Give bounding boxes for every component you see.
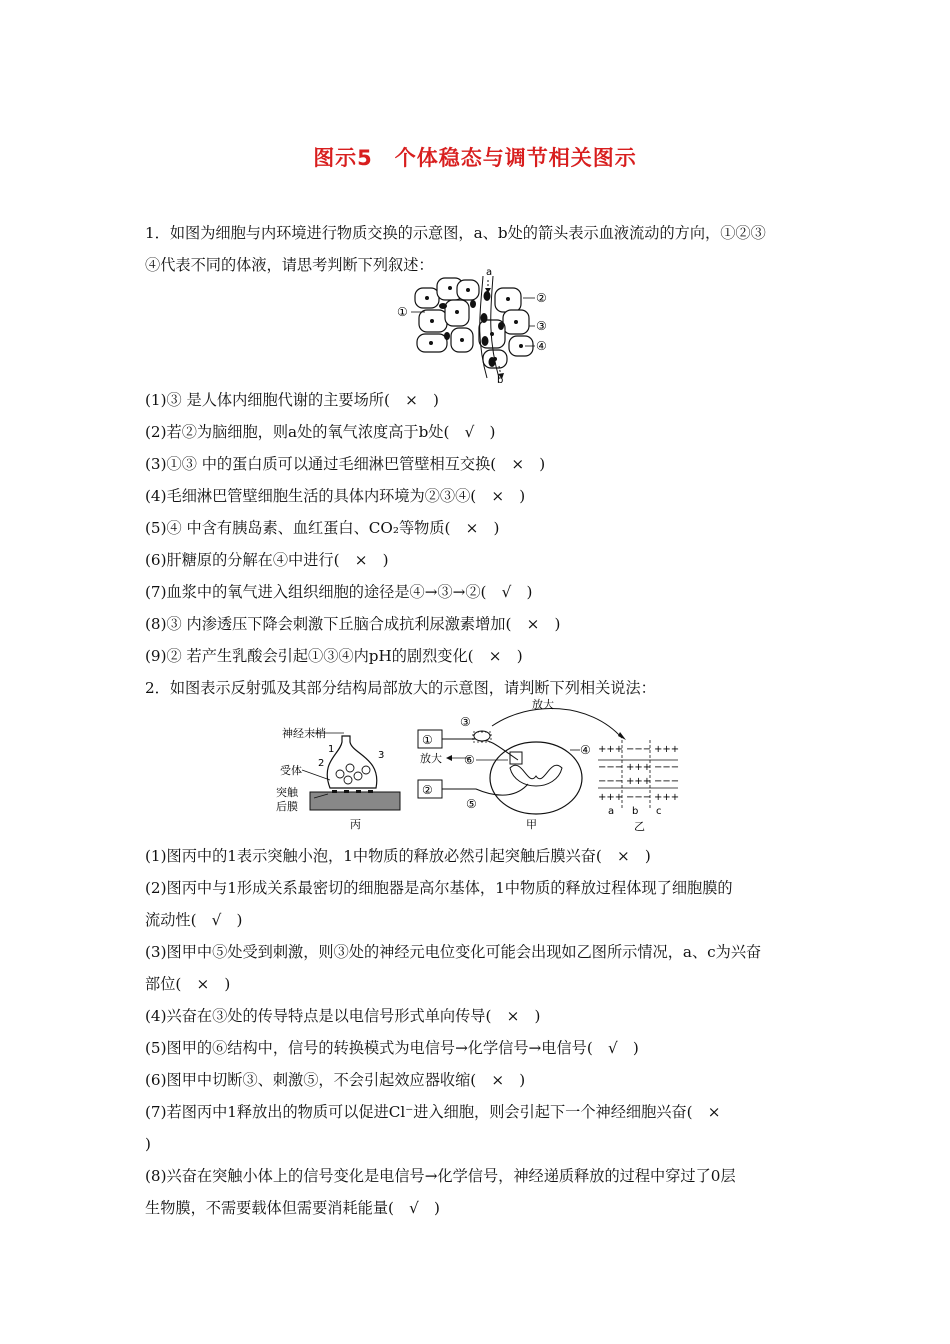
- q2-line-4: (3)图甲中⑤处受到刺激，则③处的神经元电位变化可能会出现如乙图所示情况，a、c为兴奋: [145, 943, 762, 961]
- fig2-plus-2: +++: [654, 744, 680, 755]
- q1-item-6: (6)肝糖原的分解在④中进行( × ): [145, 551, 389, 569]
- fig2-circle-2: ②: [422, 783, 433, 797]
- q2-line-11: (8)兴奋在突触小体上的信号变化是电信号→化学信号，神经递质释放的过程中穿过了0层: [145, 1167, 736, 1185]
- q2-line-7: (5)图甲的⑥结构中，信号的转换模式为电信号→化学信号→电信号( √ ): [145, 1039, 639, 1057]
- fig2-circle-4: ④: [580, 743, 591, 757]
- q2-line-5: 部位( × ): [145, 975, 231, 993]
- fig1-label-4: ④: [536, 339, 547, 353]
- fig2-fangda-mid: 放大: [420, 752, 442, 765]
- fig2-postsynaptic-2: 后膜: [276, 800, 298, 813]
- fig2-caption-jia: 甲: [526, 818, 537, 831]
- fig2-plus-1: +++: [598, 744, 624, 755]
- fig1-label-2: ②: [536, 291, 547, 305]
- fig2-plus-3: +++: [626, 762, 652, 773]
- q2-line-2: (2)图丙中与1形成关系最密切的细胞器是高尔基体，1中物质的释放过程体现了细胞膜的: [145, 879, 733, 897]
- q1-item-1: (1)③ 是人体内细胞代谢的主要场所( × ): [145, 391, 439, 409]
- q1-item-8: (8)③ 内渗透压下降会刺激下丘脑合成抗利尿激素增加( × ): [145, 615, 561, 633]
- fig2-postsynaptic-1: 突触: [276, 786, 298, 799]
- fig2-nerve-ending: 神经末梢: [282, 727, 326, 740]
- fig1-label-b: b: [497, 375, 504, 384]
- fig2-circle-3: ③: [460, 715, 471, 729]
- q1-item-5: (5)④ 中含有胰岛素、血红蛋白、CO₂等物质( × ): [145, 519, 500, 537]
- fig2-pos-c: c: [656, 806, 662, 817]
- cell-environment-figure: [395, 266, 560, 384]
- q1-item-9: (9)② 若产生乳酸会引起①③④内pH的剧烈变化( × ): [145, 647, 523, 665]
- fig2-pos-a: a: [608, 806, 615, 817]
- fig1-label-a: a: [486, 267, 493, 278]
- fig2-num-1: 1: [328, 744, 335, 755]
- q2-line-10: ): [145, 1135, 151, 1153]
- fig2-caption-bing: 丙: [350, 818, 361, 831]
- fig2-minus-1: −−−: [626, 744, 652, 755]
- fig2-minus-5: −−−: [654, 776, 680, 787]
- fig2-minus-2: −−−: [598, 762, 624, 773]
- q2-line-9: (7)若图丙中1释放出的物质可以促进Cl⁻进入细胞，则会引起下一个神经细胞兴奋( ×: [145, 1103, 721, 1121]
- q2-stem: 2．如图表示反射弧及其部分结构局部放大的示意图，请判断下列相关说法：: [145, 679, 656, 697]
- fig2-fangda-top: 放大: [532, 698, 554, 711]
- fig1-label-1: ①: [397, 305, 408, 319]
- fig2-circle-5: ⑤: [466, 797, 477, 811]
- fig2-plus-5: +++: [598, 792, 624, 803]
- q1-item-2: (2)若②为脑细胞，则a处的氧气浓度高于b处( √ ): [145, 423, 496, 441]
- fig2-circle-6: ⑥: [464, 753, 475, 767]
- fig2-circle-1: ①: [422, 733, 433, 747]
- fig1-label-3: ③: [536, 319, 547, 333]
- fig2-num-2: 2: [318, 758, 325, 769]
- fig2-plus-4: +++: [626, 776, 652, 787]
- q2-line-6: (4)兴奋在③处的传导特点是以电信号形式单向传导( × ): [145, 1007, 541, 1025]
- q1-stem-line2: ④代表不同的体液，请思考判断下列叙述：: [145, 256, 434, 274]
- fig2-minus-4: −−−: [598, 776, 624, 787]
- q2-line-12: 生物膜，不需要载体但需要消耗能量( √ ): [145, 1199, 440, 1217]
- page-title: 图示5 个体稳态与调节相关图示: [313, 146, 637, 170]
- reflex-arc-figure: [270, 696, 690, 834]
- q2-line-8: (6)图甲中切断③、刺激⑤，不会引起效应器收缩( × ): [145, 1071, 526, 1089]
- fig2-minus-3: −−−: [654, 762, 680, 773]
- q1-item-4: (4)毛细淋巴管壁细胞生活的具体内环境为②③④( × ): [145, 487, 526, 505]
- q2-line-3: 流动性( √ ): [145, 911, 243, 929]
- fig2-num-3: 3: [378, 750, 385, 761]
- q2-line-1: (1)图丙中的1表示突触小泡，1中物质的释放必然引起突触后膜兴奋( × ): [145, 847, 651, 865]
- fig2-caption-yi: 乙: [634, 820, 645, 833]
- fig2-pos-b: b: [632, 806, 639, 817]
- q1-item-7: (7)血浆中的氧气进入组织细胞的途径是④→③→②( √ ): [145, 583, 533, 601]
- fig2-receptor: 受体: [280, 764, 302, 777]
- q1-item-3: (3)①③ 中的蛋白质可以通过毛细淋巴管壁相互交换( × ): [145, 455, 546, 473]
- fig2-plus-6: +++: [654, 792, 680, 803]
- fig2-minus-6: −−−: [626, 792, 652, 803]
- q1-stem-line1: 1．如图为细胞与内环境进行物质交换的示意图，a、b处的箭头表示血液流动的方向，①②③: [145, 224, 766, 242]
